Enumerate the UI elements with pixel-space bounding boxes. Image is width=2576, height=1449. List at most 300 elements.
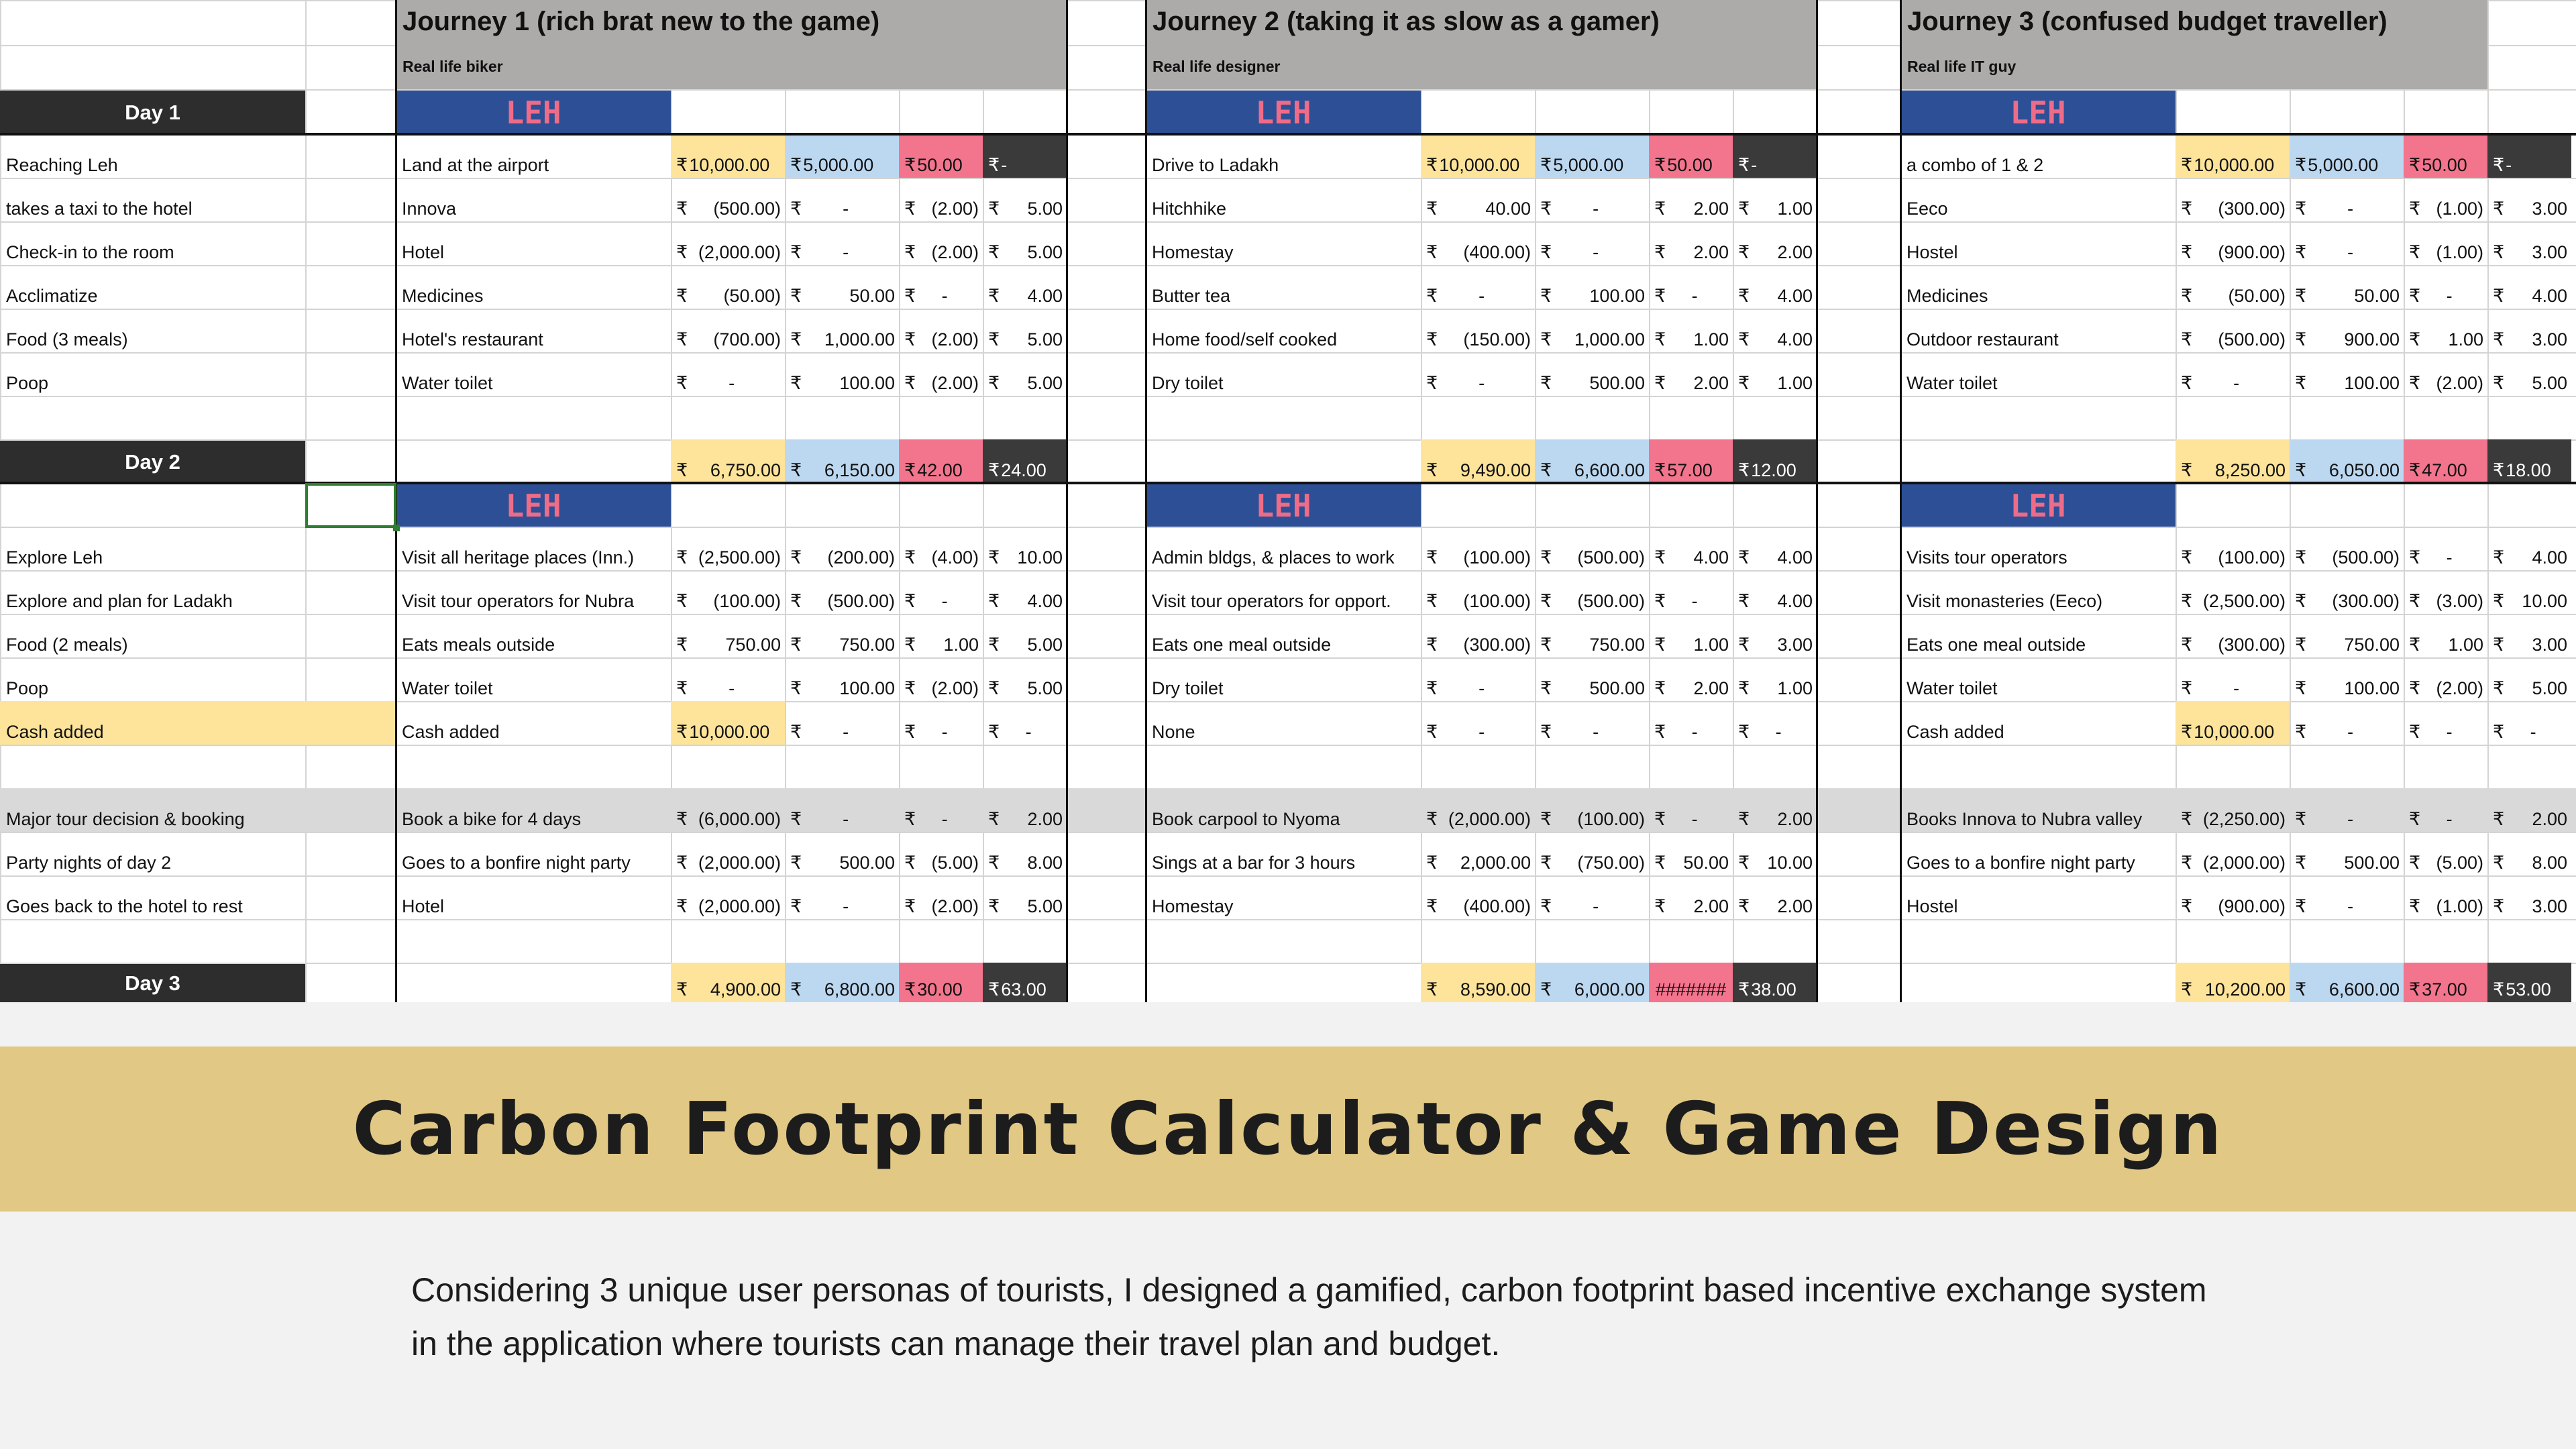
value-cell[interactable] (983, 657, 1067, 701)
value-cell[interactable] (1649, 657, 1733, 701)
value-cell[interactable] (899, 701, 983, 745)
value-cell[interactable] (671, 439, 785, 483)
currency-symbol: ₹ (2295, 853, 2307, 873)
value-cell[interactable] (983, 439, 1067, 483)
value-amount: 9,490.00 (1460, 460, 1531, 480)
currency-symbol: ₹ (2295, 155, 2307, 175)
value-cell[interactable] (1649, 570, 1733, 614)
activity-cell[interactable]: Reaching Leh (6, 155, 118, 175)
value-cell[interactable] (1733, 701, 1817, 745)
value-cell[interactable] (2290, 788, 2404, 832)
value-cell[interactable] (1733, 527, 1817, 570)
value-cell[interactable] (983, 788, 1067, 832)
currency-symbol: ₹ (1654, 678, 1666, 698)
value-cell[interactable] (2404, 527, 2487, 570)
value-cell[interactable] (899, 832, 983, 875)
value-cell[interactable] (1535, 701, 1649, 745)
value-cell[interactable] (2404, 352, 2487, 396)
value-cell[interactable] (2176, 221, 2290, 265)
value-cell[interactable] (2176, 439, 2290, 483)
currency-symbol: ₹ (1654, 722, 1666, 742)
value-amount: - (1691, 286, 1698, 306)
value-cell[interactable] (983, 570, 1067, 614)
value-amount: (2,250.00) (2202, 809, 2286, 829)
value-cell[interactable] (671, 657, 785, 701)
value-cell[interactable] (1649, 221, 1733, 265)
value-cell[interactable] (2176, 788, 2290, 832)
value-cell[interactable] (1535, 832, 1649, 875)
currency-symbol: ₹ (2181, 722, 2193, 742)
choice-cell[interactable]: Eats meals outside (402, 635, 555, 655)
value-amount: 1.00 (1693, 635, 1729, 655)
choice-cell[interactable]: a combo of 1 & 2 (1907, 155, 2044, 175)
choice-cell[interactable]: Home food/self cooked (1152, 329, 1338, 350)
currency-symbol: ₹ (676, 460, 688, 480)
value-cell[interactable] (1535, 614, 1649, 657)
value-cell[interactable] (785, 832, 899, 875)
value-cell[interactable] (785, 134, 899, 178)
activity-cell[interactable]: Cash added (6, 722, 104, 742)
currency-symbol: ₹ (2409, 155, 2421, 175)
value-cell[interactable] (2487, 134, 2571, 178)
value-cell[interactable] (1649, 178, 1733, 221)
value-amount: 50.00 (1683, 853, 1729, 873)
choice-cell[interactable]: Hotel (402, 242, 445, 262)
value-cell[interactable] (983, 527, 1067, 570)
value-cell[interactable] (1421, 614, 1535, 657)
value-cell[interactable] (2176, 178, 2290, 221)
value-cell[interactable] (1733, 570, 1817, 614)
value-cell[interactable] (1421, 221, 1535, 265)
currency-symbol: ₹ (1654, 199, 1666, 219)
value-cell[interactable] (785, 221, 899, 265)
day-border (0, 133, 2576, 136)
value-cell[interactable] (1421, 788, 1535, 832)
selected-cell[interactable] (305, 483, 396, 528)
activity-cell[interactable]: Explore and plan for Ladakh (6, 591, 233, 611)
value-cell[interactable] (1421, 134, 1535, 178)
value-amount: - (1593, 199, 1599, 219)
value-cell[interactable] (2290, 265, 2404, 309)
value-cell[interactable] (1421, 178, 1535, 221)
value-cell[interactable] (983, 134, 1067, 178)
value-cell[interactable] (1535, 265, 1649, 309)
value-cell[interactable] (785, 352, 899, 396)
value-cell[interactable] (2176, 963, 2290, 1002)
value-amount: - (2446, 547, 2453, 568)
value-cell[interactable] (2404, 788, 2487, 832)
choice-cell[interactable]: Cash added (402, 722, 500, 742)
value-cell[interactable] (2404, 178, 2487, 221)
value-cell[interactable] (1421, 875, 1535, 919)
choice-cell[interactable]: Visits tour operators (1907, 547, 2068, 568)
value-amount: 4.00 (1777, 329, 1813, 350)
value-cell[interactable] (1733, 221, 1817, 265)
value-cell[interactable] (2176, 657, 2290, 701)
value-cell[interactable] (1535, 527, 1649, 570)
value-amount: - (1691, 809, 1698, 829)
value-cell[interactable] (1535, 352, 1649, 396)
value-cell[interactable] (785, 657, 899, 701)
value-amount: (100.00) (713, 591, 781, 611)
value-cell[interactable] (899, 178, 983, 221)
value-cell[interactable] (1535, 439, 1649, 483)
currency-symbol: ₹ (1654, 809, 1666, 829)
value-cell[interactable] (785, 963, 899, 1002)
choice-cell[interactable]: Goes to a bonfire night party (1907, 853, 2135, 873)
value-cell[interactable] (1733, 788, 1817, 832)
value-cell[interactable] (2176, 352, 2290, 396)
choice-cell[interactable]: Butter tea (1152, 286, 1231, 306)
value-cell[interactable] (1733, 309, 1817, 352)
value-cell[interactable] (2404, 875, 2487, 919)
choice-cell[interactable]: Admin bldgs, & places to work (1152, 547, 1395, 568)
value-cell[interactable] (2487, 570, 2571, 614)
value-cell[interactable] (785, 570, 899, 614)
value-cell[interactable] (785, 309, 899, 352)
value-cell[interactable] (671, 875, 785, 919)
value-cell[interactable] (1733, 875, 1817, 919)
value-cell[interactable] (2487, 527, 2571, 570)
value-cell[interactable] (1421, 527, 1535, 570)
value-cell[interactable] (785, 178, 899, 221)
value-cell[interactable] (2487, 614, 2571, 657)
currency-symbol: ₹ (1426, 155, 1438, 175)
currency-symbol: ₹ (2181, 199, 2193, 219)
activity-cell[interactable]: Food (2 meals) (6, 635, 128, 655)
value-cell[interactable] (2290, 570, 2404, 614)
choice-cell[interactable]: Visit tour operators for opport. (1152, 591, 1391, 611)
value-cell[interactable] (2290, 352, 2404, 396)
currency-symbol: ₹ (904, 591, 916, 611)
value-cell[interactable] (1733, 134, 1817, 178)
value-cell[interactable] (1421, 832, 1535, 875)
value-cell[interactable] (1649, 527, 1733, 570)
value-cell[interactable] (1421, 352, 1535, 396)
value-cell[interactable] (1733, 352, 1817, 396)
choice-cell[interactable]: Eats one meal outside (1152, 635, 1332, 655)
value-cell[interactable] (1649, 875, 1733, 919)
choice-cell[interactable]: Homestay (1152, 242, 1234, 262)
value-cell[interactable] (1535, 570, 1649, 614)
value-amount: 5,000.00 (803, 155, 874, 175)
value-cell[interactable] (899, 221, 983, 265)
value-cell[interactable] (2176, 875, 2290, 919)
value-cell[interactable] (2290, 134, 2404, 178)
choice-cell[interactable]: Hitchhike (1152, 199, 1227, 219)
value-cell[interactable] (2290, 439, 2404, 483)
value-cell[interactable] (1733, 265, 1817, 309)
value-cell[interactable] (671, 527, 785, 570)
value-cell[interactable] (1421, 701, 1535, 745)
value-cell[interactable] (2487, 657, 2571, 701)
value-cell[interactable] (899, 875, 983, 919)
value-cell[interactable] (1733, 439, 1817, 483)
choice-cell[interactable]: Book a bike for 4 days (402, 809, 582, 829)
choice-cell[interactable]: Water toilet (1907, 373, 1998, 393)
value-amount: 6,800.00 (824, 979, 895, 1000)
leh-logo: LEH (1900, 91, 2176, 134)
value-cell[interactable] (785, 527, 899, 570)
value-cell[interactable] (2404, 221, 2487, 265)
value-cell[interactable] (2290, 701, 2404, 745)
value-cell[interactable] (1421, 265, 1535, 309)
choice-cell[interactable]: Hostel (1907, 896, 1958, 916)
activity-cell[interactable]: Goes back to the hotel to rest (6, 896, 243, 916)
value-cell[interactable] (671, 221, 785, 265)
choice-cell[interactable]: Water toilet (402, 678, 493, 698)
value-cell[interactable] (1649, 701, 1733, 745)
value-cell[interactable] (1535, 657, 1649, 701)
value-amount: 500.00 (1589, 678, 1645, 698)
value-cell[interactable] (2290, 657, 2404, 701)
currency-symbol: ₹ (1654, 896, 1666, 916)
value-cell[interactable] (2290, 875, 2404, 919)
value-cell[interactable] (2404, 265, 2487, 309)
value-amount: 4.00 (2532, 286, 2567, 306)
choice-cell[interactable]: Goes to a bonfire night party (402, 853, 631, 873)
value-cell[interactable] (1733, 832, 1817, 875)
value-cell[interactable] (2487, 701, 2571, 745)
value-cell[interactable] (2404, 657, 2487, 701)
choice-cell[interactable]: Dry toilet (1152, 373, 1224, 393)
value-cell[interactable] (1649, 963, 1733, 1002)
value-cell[interactable] (983, 352, 1067, 396)
activity-cell[interactable]: Acclimatize (6, 286, 98, 306)
value-cell[interactable] (1733, 657, 1817, 701)
value-cell[interactable] (983, 221, 1067, 265)
value-cell[interactable] (983, 832, 1067, 875)
value-cell[interactable] (983, 963, 1067, 1002)
choice-cell[interactable]: None (1152, 722, 1195, 742)
value-cell[interactable] (1535, 221, 1649, 265)
value-cell[interactable] (899, 352, 983, 396)
value-cell[interactable] (899, 134, 983, 178)
value-cell[interactable] (2487, 352, 2571, 396)
value-amount: 2.00 (1027, 809, 1063, 829)
value-cell[interactable] (2487, 439, 2571, 483)
currency-symbol: ₹ (1654, 591, 1666, 611)
value-cell[interactable] (2404, 134, 2487, 178)
value-cell[interactable] (785, 875, 899, 919)
value-cell[interactable] (671, 832, 785, 875)
value-cell[interactable] (1421, 439, 1535, 483)
value-amount: - (843, 199, 849, 219)
value-cell[interactable] (899, 657, 983, 701)
choice-cell[interactable]: Dry toilet (1152, 678, 1224, 698)
currency-symbol: ₹ (2295, 242, 2307, 262)
value-cell[interactable] (899, 309, 983, 352)
value-cell[interactable] (983, 265, 1067, 309)
value-cell[interactable] (671, 352, 785, 396)
value-cell[interactable] (671, 788, 785, 832)
value-cell[interactable] (1649, 832, 1733, 875)
choice-cell[interactable]: Visit all heritage places (Inn.) (402, 547, 635, 568)
value-cell[interactable] (2176, 265, 2290, 309)
value-cell[interactable] (899, 570, 983, 614)
value-cell[interactable] (1421, 963, 1535, 1002)
choice-cell[interactable]: Hotel's restaurant (402, 329, 543, 350)
value-cell[interactable] (1649, 309, 1733, 352)
value-cell[interactable] (1649, 134, 1733, 178)
value-cell[interactable] (671, 265, 785, 309)
value-amount: - (2233, 678, 2240, 698)
value-cell[interactable] (983, 178, 1067, 221)
value-cell[interactable] (2290, 963, 2404, 1002)
value-cell[interactable] (2487, 788, 2571, 832)
value-cell[interactable] (2176, 570, 2290, 614)
value-cell[interactable] (671, 178, 785, 221)
choice-cell[interactable]: Water toilet (402, 373, 493, 393)
activity-cell[interactable]: Poop (6, 678, 49, 698)
value-cell[interactable] (671, 134, 785, 178)
value-cell[interactable] (1535, 309, 1649, 352)
value-cell[interactable] (899, 963, 983, 1002)
currency-symbol: ₹ (676, 329, 688, 350)
value-cell[interactable] (2290, 614, 2404, 657)
value-cell[interactable] (2176, 832, 2290, 875)
value-cell[interactable] (1649, 352, 1733, 396)
choice-cell[interactable]: Sings at a bar for 3 hours (1152, 853, 1356, 873)
activity-cell[interactable]: Major tour decision & booking (6, 809, 245, 829)
currency-symbol: ₹ (2493, 853, 2505, 873)
value-cell[interactable] (671, 963, 785, 1002)
value-cell[interactable] (2176, 701, 2290, 745)
value-cell[interactable] (2176, 614, 2290, 657)
value-cell[interactable] (785, 614, 899, 657)
value-cell[interactable] (899, 265, 983, 309)
value-amount: 500.00 (839, 853, 895, 873)
value-cell[interactable] (2290, 309, 2404, 352)
value-cell[interactable] (2404, 701, 2487, 745)
value-cell[interactable] (671, 570, 785, 614)
choice-cell[interactable]: Homestay (1152, 896, 1234, 916)
value-cell[interactable] (2487, 832, 2571, 875)
value-cell[interactable] (983, 701, 1067, 745)
activity-cell[interactable]: Check-in to the room (6, 242, 174, 262)
choice-cell[interactable]: Outdoor restaurant (1907, 329, 2059, 350)
choice-cell[interactable]: Medicines (1907, 286, 1988, 306)
value-cell[interactable] (1535, 178, 1649, 221)
choice-cell[interactable]: Eats one meal outside (1907, 635, 2086, 655)
value-cell[interactable] (2487, 963, 2571, 1002)
value-amount: (100.00) (1463, 591, 1531, 611)
value-cell[interactable] (1421, 570, 1535, 614)
value-cell[interactable] (2404, 832, 2487, 875)
value-cell[interactable] (785, 788, 899, 832)
choice-cell[interactable]: Hotel (402, 896, 445, 916)
value-cell[interactable] (2290, 527, 2404, 570)
choice-cell[interactable]: Medicines (402, 286, 484, 306)
choice-cell[interactable]: Eeco (1907, 199, 1948, 219)
choice-cell[interactable]: Cash added (1907, 722, 2004, 742)
value-cell[interactable] (1649, 265, 1733, 309)
value-cell[interactable] (2487, 875, 2571, 919)
value-cell[interactable] (983, 614, 1067, 657)
currency-symbol: ₹ (1540, 155, 1552, 175)
choice-cell[interactable]: Book carpool to Nyoma (1152, 809, 1340, 829)
choice-cell[interactable]: Books Innova to Nubra valley (1907, 809, 2143, 829)
value-cell[interactable] (785, 265, 899, 309)
value-cell[interactable] (2487, 178, 2571, 221)
activity-cell[interactable]: Poop (6, 373, 49, 393)
value-cell[interactable] (1649, 788, 1733, 832)
choice-cell[interactable]: Visit tour operators for Nubra (402, 591, 635, 611)
value-cell[interactable] (2176, 309, 2290, 352)
value-amount: 4.00 (2532, 547, 2567, 568)
value-amount: 100.00 (2344, 373, 2400, 393)
currency-symbol: ₹ (2409, 591, 2421, 611)
value-cell[interactable] (1535, 788, 1649, 832)
value-cell[interactable] (1535, 134, 1649, 178)
value-cell[interactable] (1649, 439, 1733, 483)
value-cell[interactable] (2404, 614, 2487, 657)
value-cell[interactable] (671, 309, 785, 352)
value-cell[interactable] (2487, 265, 2571, 309)
value-cell[interactable] (1649, 614, 1733, 657)
activity-cell[interactable]: Party nights of day 2 (6, 853, 172, 873)
value-cell[interactable] (2176, 527, 2290, 570)
value-cell[interactable] (899, 788, 983, 832)
value-cell[interactable] (983, 875, 1067, 919)
value-cell[interactable] (899, 614, 983, 657)
activity-cell[interactable]: takes a taxi to the hotel (6, 199, 193, 219)
value-amount: 3.00 (2532, 635, 2567, 655)
value-cell[interactable] (671, 701, 785, 745)
value-cell[interactable] (2487, 221, 2571, 265)
choice-cell[interactable]: Hostel (1907, 242, 1958, 262)
value-cell[interactable] (899, 439, 983, 483)
value-cell[interactable] (1421, 309, 1535, 352)
currency-symbol: ₹ (1426, 853, 1438, 873)
choice-cell[interactable]: Land at the airport (402, 155, 549, 175)
value-amount: (1.00) (2436, 242, 2483, 262)
value-cell[interactable] (1733, 963, 1817, 1002)
value-amount: 4.00 (1693, 547, 1729, 568)
value-cell[interactable] (1535, 963, 1649, 1002)
value-cell[interactable] (2176, 134, 2290, 178)
value-cell[interactable] (2404, 963, 2487, 1002)
value-cell[interactable] (2290, 221, 2404, 265)
currency-symbol: ₹ (2181, 635, 2193, 655)
value-cell[interactable] (1535, 875, 1649, 919)
choice-cell[interactable]: Drive to Ladakh (1152, 155, 1279, 175)
currency-symbol: ₹ (2409, 635, 2421, 655)
section-border (1816, 0, 1818, 1002)
value-cell[interactable] (1733, 614, 1817, 657)
choice-cell[interactable]: Visit monasteries (Eeco) (1907, 591, 2103, 611)
value-cell[interactable] (1733, 178, 1817, 221)
value-cell[interactable] (2290, 178, 2404, 221)
value-cell[interactable] (2404, 570, 2487, 614)
value-cell[interactable] (983, 309, 1067, 352)
value-cell[interactable] (2487, 309, 2571, 352)
value-cell[interactable] (2290, 832, 2404, 875)
value-cell[interactable] (2404, 309, 2487, 352)
value-cell[interactable] (785, 701, 899, 745)
value-cell[interactable] (671, 614, 785, 657)
activity-cell[interactable]: Food (3 meals) (6, 329, 128, 350)
value-cell[interactable] (785, 439, 899, 483)
choice-cell[interactable]: Innova (402, 199, 457, 219)
currency-symbol: ₹ (988, 547, 1000, 568)
value-cell[interactable] (1421, 657, 1535, 701)
activity-cell[interactable]: Explore Leh (6, 547, 103, 568)
value-cell[interactable] (2404, 439, 2487, 483)
value-cell[interactable] (899, 527, 983, 570)
choice-cell[interactable]: Water toilet (1907, 678, 1998, 698)
value-amount: 53.00 (2506, 979, 2551, 1000)
